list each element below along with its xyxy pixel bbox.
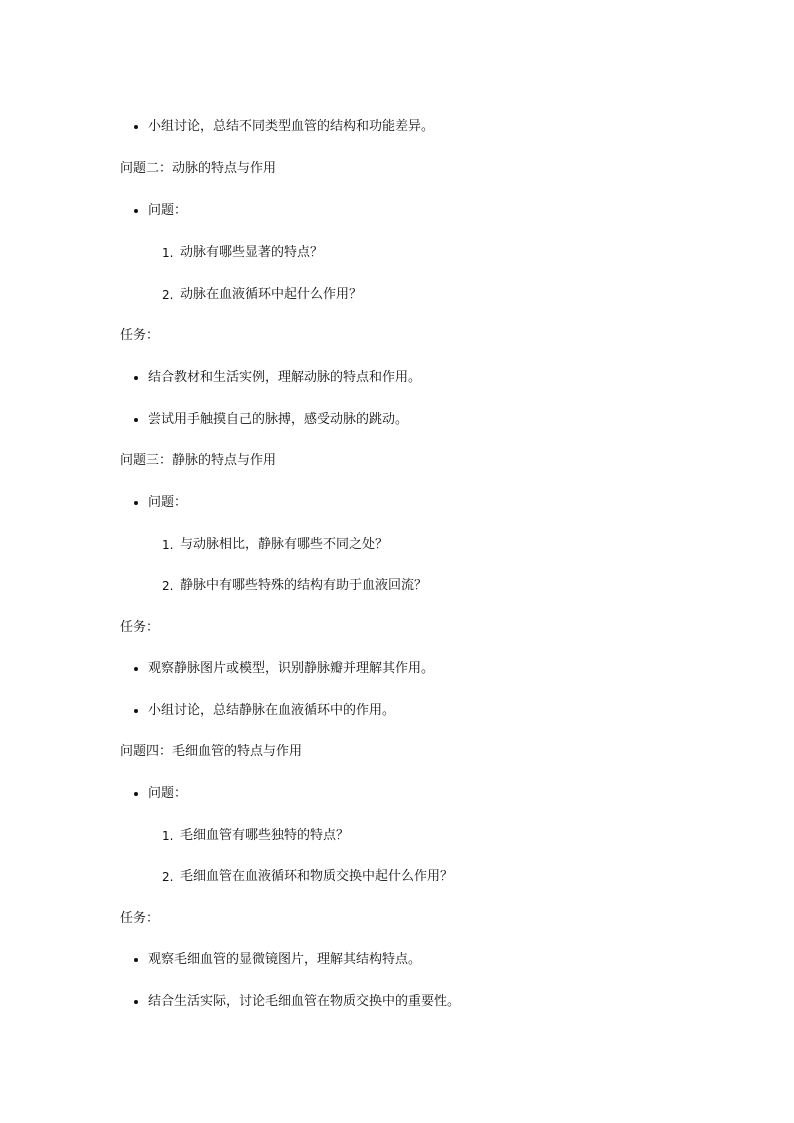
numbered-text: 毛细血管有哪些独特的特点？ — [180, 828, 350, 843]
bullet-dot-icon — [134, 792, 138, 796]
bullet-dot-icon — [134, 958, 138, 962]
numbered-text: 与动脉相比，静脉有哪些不同之处？ — [180, 537, 389, 552]
bullet-dot-icon — [134, 125, 138, 129]
bullet-text: 结合教材和生活实例，理解动脉的特点和作用。 — [148, 370, 422, 385]
numbered-text: 动脉在血液循环中起什么作用？ — [180, 287, 363, 302]
bullet-dot-icon — [134, 418, 138, 422]
section-heading: 问题四：毛细血管的特点与作用 — [120, 744, 303, 759]
list-number: 2. — [162, 288, 174, 302]
numbered-text: 静脉中有哪些特殊的结构有助于血液回流？ — [180, 578, 428, 593]
task-heading: 任务： — [120, 911, 160, 926]
bullet-dot-icon — [134, 501, 138, 505]
bullet-text: 问题： — [148, 203, 188, 218]
bullet-dot-icon — [134, 1000, 138, 1004]
task-heading: 任务： — [120, 620, 160, 635]
list-number: 1. — [162, 829, 174, 843]
bullet-dot-icon — [134, 209, 138, 213]
bullet-dot-icon — [134, 376, 138, 380]
bullet-text: 小组讨论，总结静脉在血液循环中的作用。 — [148, 703, 396, 718]
list-number: 2. — [162, 579, 174, 593]
bullet-dot-icon — [134, 709, 138, 713]
bullet-text: 问题： — [148, 495, 188, 510]
bullet-dot-icon — [134, 667, 138, 671]
bullet-text: 尝试用手触摸自己的脉搏，感受动脉的跳动。 — [148, 412, 409, 427]
section-heading: 问题三：静脉的特点与作用 — [120, 453, 277, 468]
bullet-text: 小组讨论，总结不同类型血管的结构和功能差异。 — [148, 119, 435, 134]
section-heading: 问题二：动脉的特点与作用 — [120, 161, 277, 176]
numbered-text: 动脉有哪些显著的特点？ — [180, 245, 324, 260]
bullet-text: 观察静脉图片或模型，识别静脉瓣并理解其作用。 — [148, 661, 435, 676]
bullet-text: 观察毛细血管的显微镜图片，理解其结构特点。 — [148, 952, 422, 967]
bullet-text: 结合生活实际，讨论毛细血管在物质交换中的重要性。 — [148, 994, 461, 1009]
list-number: 1. — [162, 246, 174, 260]
list-number: 1. — [162, 538, 174, 552]
bullet-text: 问题： — [148, 786, 188, 801]
numbered-text: 毛细血管在血液循环和物质交换中起什么作用？ — [180, 869, 454, 884]
list-number: 2. — [162, 870, 174, 884]
task-heading: 任务： — [120, 328, 160, 343]
